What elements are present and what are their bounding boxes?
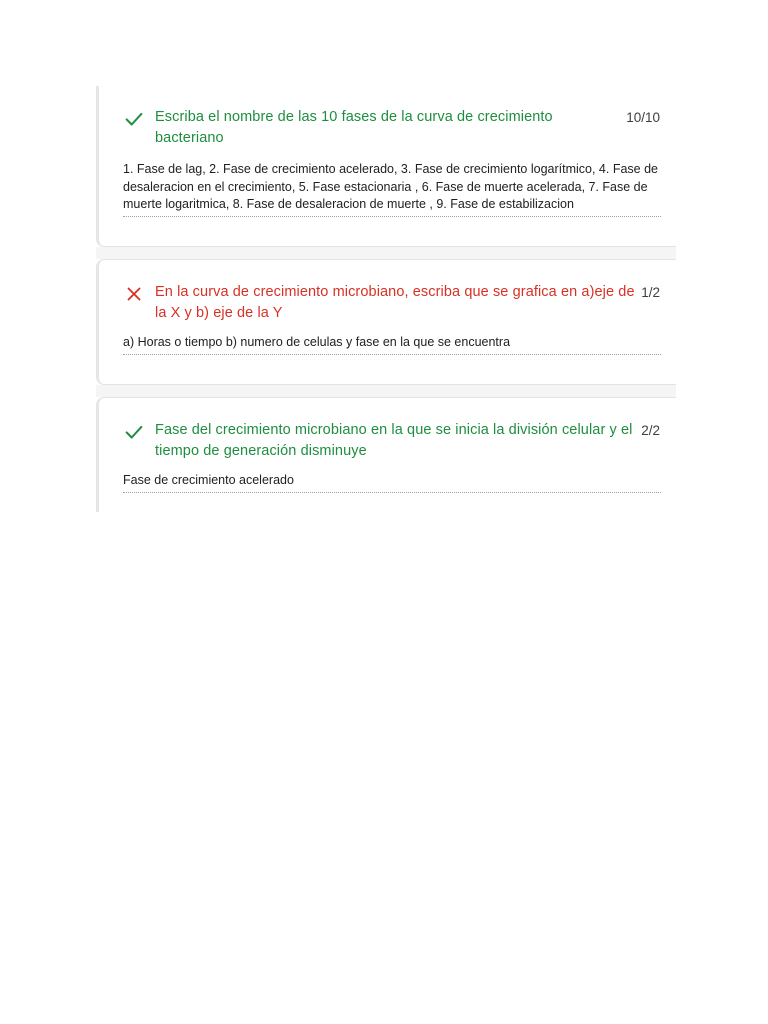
question-card-2 bbox=[96, 259, 676, 385]
answer-text: 1. Fase de lag, 2. Fase de crecimiento acelerado, 3. Fase de crecimiento logarítmico, 4. Fase de desaleracion en el crecimiento, 5. Fase estacionaria , 6. Fase de muerte acelerada, 7. Fase de muerte logaritmica, 8. Fase de desaleracion de muerte , 9. Fase de estabilizacion bbox=[123, 161, 661, 217]
quiz-results-panel bbox=[96, 86, 676, 512]
question-score: 1/2 bbox=[641, 285, 660, 300]
question-title: Fase del crecimiento microbiano en la que se inicia la división celular y el tiempo de generación disminuye bbox=[155, 422, 633, 459]
check-icon bbox=[123, 421, 145, 443]
answer-text: a) Horas o tiempo b) numero de celulas y fase en la que se encuentra bbox=[123, 334, 661, 355]
question-score: 10/10 bbox=[626, 110, 660, 125]
question-score: 2/2 bbox=[641, 423, 660, 438]
check-icon bbox=[123, 108, 145, 130]
question-card-3 bbox=[96, 397, 676, 512]
question-header bbox=[123, 107, 660, 149]
answer-text: Fase de crecimiento acelerado bbox=[123, 472, 661, 493]
question-title: En la curva de crecimiento microbiano, escriba que se grafica en a)eje de la X y b) eje de la Y bbox=[155, 284, 635, 321]
question-title: Escriba el nombre de las 10 fases de la curva de crecimiento bacteriano bbox=[155, 109, 553, 146]
question-card-1 bbox=[96, 86, 676, 247]
card-divider bbox=[96, 247, 676, 259]
close-icon bbox=[123, 283, 145, 305]
card-divider bbox=[96, 385, 676, 397]
question-header bbox=[123, 420, 660, 462]
question-header bbox=[123, 282, 660, 324]
